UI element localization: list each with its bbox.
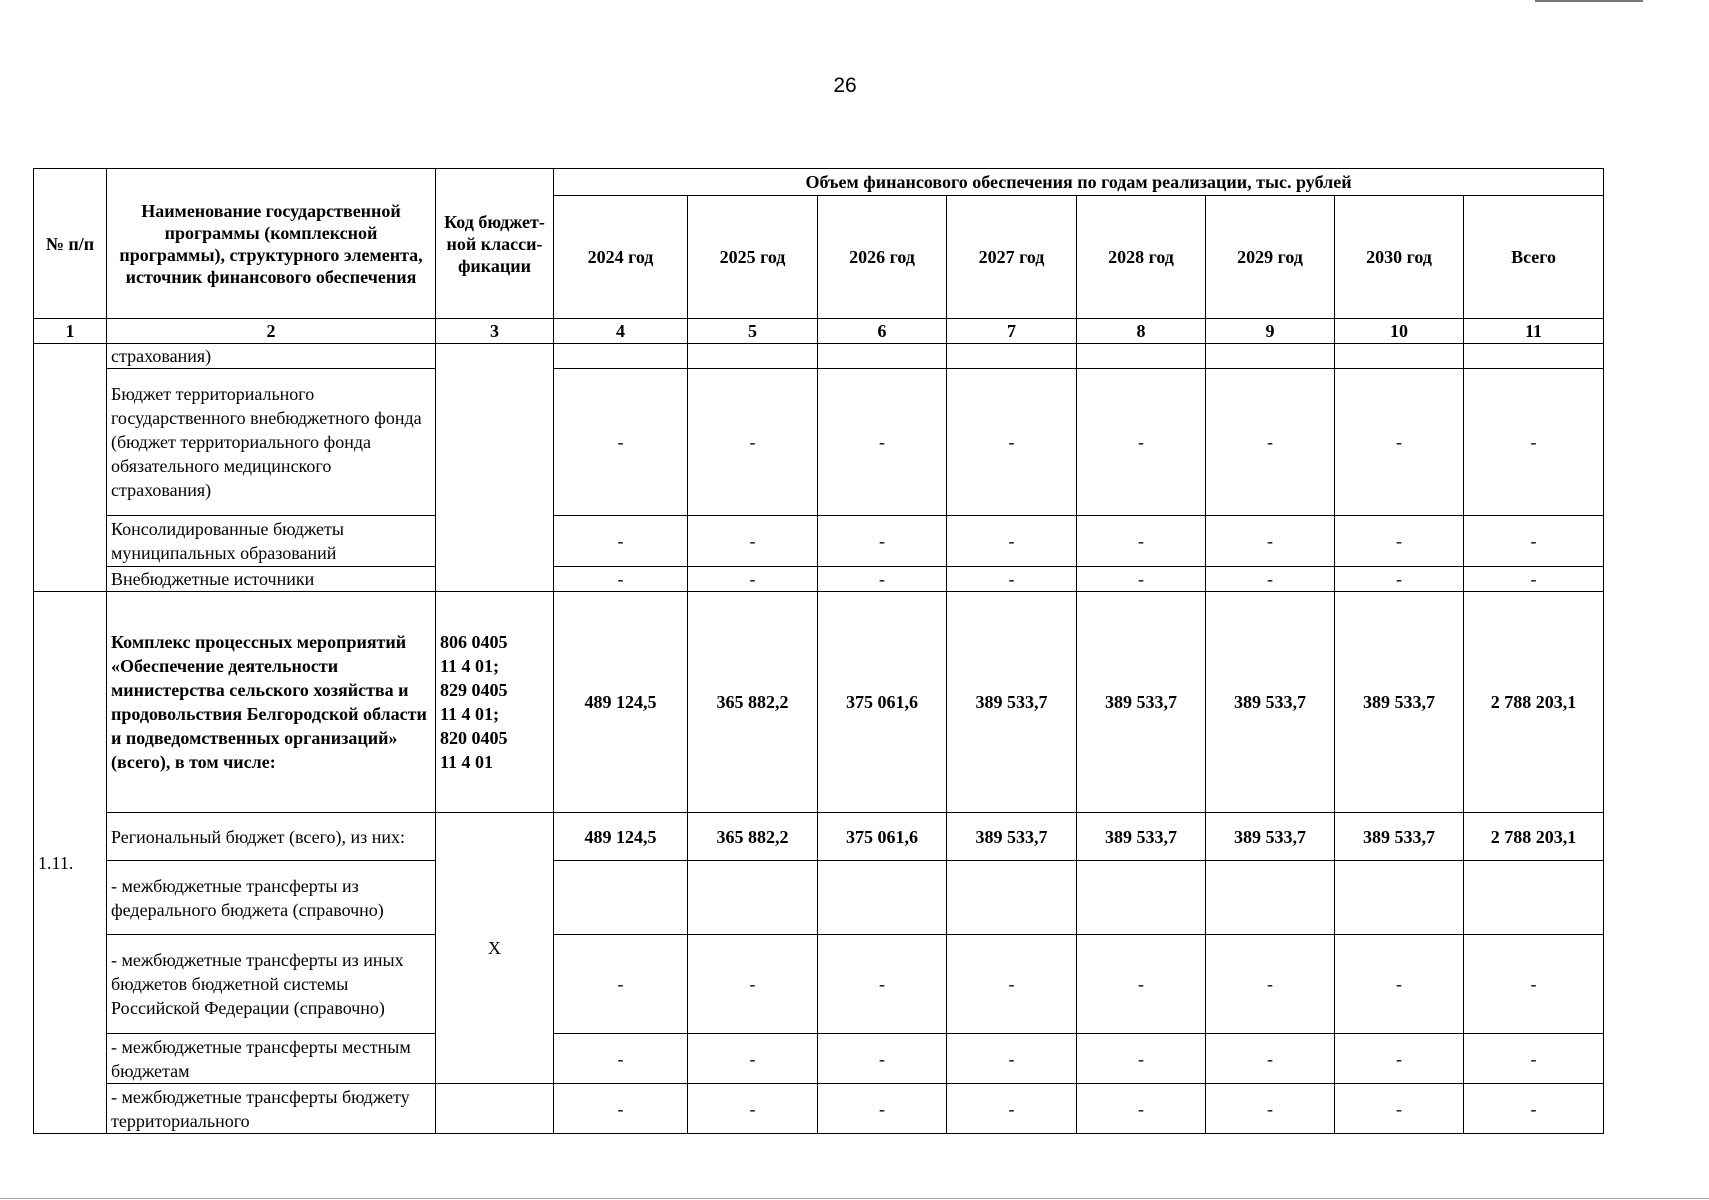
value-cell: - bbox=[1077, 516, 1206, 567]
header-row-1 bbox=[34, 169, 1604, 196]
value-cell bbox=[1335, 344, 1464, 369]
value-cell: - bbox=[947, 1084, 1077, 1134]
header-year: 2026 год bbox=[818, 196, 947, 319]
value-cell: 389 533,7 bbox=[947, 813, 1077, 861]
index-cell-empty bbox=[34, 344, 107, 592]
value-cell: - bbox=[1206, 1084, 1335, 1134]
column-number: 10 bbox=[1335, 319, 1464, 344]
header-year: 2027 год bbox=[947, 196, 1077, 319]
value-cell: - bbox=[554, 1084, 688, 1134]
value-cell: - bbox=[1335, 516, 1464, 567]
value-cell: - bbox=[1464, 567, 1604, 592]
budget-code-line: 11 4 01 bbox=[440, 752, 494, 772]
value-cell bbox=[688, 861, 818, 935]
value-cell: - bbox=[818, 1034, 947, 1084]
row-name: - межбюджетные трансферты местным бюджетам bbox=[107, 1034, 436, 1084]
header-year: 2028 год bbox=[1077, 196, 1206, 319]
table-row bbox=[34, 935, 1604, 1034]
value-cell: - bbox=[688, 516, 818, 567]
value-cell: - bbox=[947, 369, 1077, 516]
row-name: - межбюджетные трансферты из иных бюджетов бюджетной системы Российской Федерации (справочно) bbox=[107, 935, 436, 1034]
value-cell: - bbox=[1206, 1034, 1335, 1084]
value-cell: 389 533,7 bbox=[1206, 813, 1335, 861]
value-cell bbox=[947, 861, 1077, 935]
value-cell bbox=[818, 861, 947, 935]
value-cell: 365 882,2 bbox=[688, 592, 818, 813]
row-index: 1.11. bbox=[34, 592, 107, 1134]
scan-edge-bottom bbox=[0, 1198, 1709, 1199]
value-cell: - bbox=[1464, 369, 1604, 516]
value-cell: 375 061,6 bbox=[818, 592, 947, 813]
value-cell: 489 124,5 bbox=[554, 813, 688, 861]
value-cell: - bbox=[1206, 516, 1335, 567]
budget-code bbox=[436, 592, 554, 813]
value-cell: 375 061,6 bbox=[818, 813, 947, 861]
value-cell: - bbox=[1335, 1034, 1464, 1084]
column-number: 1 bbox=[34, 319, 107, 344]
table-row bbox=[34, 813, 1604, 861]
header-year: 2030 год bbox=[1335, 196, 1464, 319]
header-year: 2025 год bbox=[688, 196, 818, 319]
budget-code-line: 820 0405 bbox=[440, 728, 508, 748]
value-cell: - bbox=[554, 935, 688, 1034]
value-cell: - bbox=[1206, 935, 1335, 1034]
column-number: 8 bbox=[1077, 319, 1206, 344]
scan-edge-top bbox=[1535, 0, 1643, 2]
value-cell bbox=[554, 344, 688, 369]
value-cell: - bbox=[1335, 935, 1464, 1034]
value-cell bbox=[554, 861, 688, 935]
table-row bbox=[34, 369, 1604, 516]
value-cell: - bbox=[554, 369, 688, 516]
column-number: 6 bbox=[818, 319, 947, 344]
value-cell: - bbox=[1335, 369, 1464, 516]
value-cell: - bbox=[1335, 567, 1464, 592]
value-cell bbox=[947, 344, 1077, 369]
row-name: - межбюджетные трансферты бюджету территориального bbox=[107, 1084, 436, 1134]
financing-table bbox=[33, 168, 1604, 1134]
value-cell: 2 788 203,1 bbox=[1464, 592, 1604, 813]
value-cell: 389 533,7 bbox=[1077, 592, 1206, 813]
value-cell: 389 533,7 bbox=[1335, 813, 1464, 861]
value-cell: - bbox=[818, 935, 947, 1034]
table-row bbox=[34, 861, 1604, 935]
row-name: страхования) bbox=[107, 344, 436, 369]
value-cell: - bbox=[1077, 567, 1206, 592]
value-cell: - bbox=[1464, 935, 1604, 1034]
value-cell: - bbox=[688, 935, 818, 1034]
code-cell-empty bbox=[436, 344, 554, 592]
value-cell: - bbox=[818, 567, 947, 592]
budget-code-line: 806 0405 bbox=[440, 632, 508, 652]
budget-code-line: 11 4 01; bbox=[440, 704, 500, 724]
table-row bbox=[34, 592, 1604, 813]
column-number: 5 bbox=[688, 319, 818, 344]
column-number: 4 bbox=[554, 319, 688, 344]
value-cell bbox=[1464, 344, 1604, 369]
header-col-code: Код бюджет-ной класси-фикации bbox=[436, 169, 554, 319]
value-cell: - bbox=[1464, 1084, 1604, 1134]
value-cell: 389 533,7 bbox=[1335, 592, 1464, 813]
value-cell bbox=[1206, 861, 1335, 935]
value-cell: 365 882,2 bbox=[688, 813, 818, 861]
row-name: Внебюджетные источники bbox=[107, 567, 436, 592]
value-cell: - bbox=[1077, 935, 1206, 1034]
column-number: 2 bbox=[107, 319, 436, 344]
value-cell: 489 124,5 bbox=[554, 592, 688, 813]
header-col-name: Наименование государственной программы (комплексной программы), структурного элемента, источник финансового обеспечения bbox=[107, 169, 436, 319]
value-cell: - bbox=[688, 369, 818, 516]
value-cell: - bbox=[688, 567, 818, 592]
value-cell: 2 788 203,1 bbox=[1464, 813, 1604, 861]
value-cell bbox=[818, 344, 947, 369]
table-row bbox=[34, 567, 1604, 592]
value-cell: - bbox=[818, 369, 947, 516]
row-name: - межбюджетные трансферты из федерального бюджета (справочно) bbox=[107, 861, 436, 935]
value-cell: - bbox=[1335, 1084, 1464, 1134]
table-row bbox=[34, 344, 1604, 369]
row-name: Консолидированные бюджеты муниципальных образований bbox=[107, 516, 436, 567]
value-cell: 389 533,7 bbox=[947, 592, 1077, 813]
value-cell: - bbox=[1464, 1034, 1604, 1084]
header-group-title: Объем финансового обеспечения по годам реализации, тыс. рублей bbox=[554, 169, 1604, 196]
value-cell bbox=[1077, 344, 1206, 369]
value-cell: - bbox=[947, 567, 1077, 592]
value-cell: - bbox=[688, 1084, 818, 1134]
value-cell: - bbox=[947, 935, 1077, 1034]
value-cell: - bbox=[554, 516, 688, 567]
code-cell-empty bbox=[436, 1084, 554, 1134]
value-cell: - bbox=[818, 516, 947, 567]
value-cell: - bbox=[688, 1034, 818, 1084]
table-row bbox=[34, 1084, 1604, 1134]
value-cell: - bbox=[1464, 516, 1604, 567]
value-cell: - bbox=[947, 516, 1077, 567]
column-number: 7 bbox=[947, 319, 1077, 344]
row-name: Региональный бюджет (всего), из них: bbox=[107, 813, 436, 861]
header-year: 2024 год bbox=[554, 196, 688, 319]
value-cell: 389 533,7 bbox=[1077, 813, 1206, 861]
value-cell bbox=[1335, 861, 1464, 935]
header-total: Всего bbox=[1464, 196, 1604, 319]
value-cell: - bbox=[1077, 1084, 1206, 1134]
table-row bbox=[34, 1034, 1604, 1084]
value-cell: - bbox=[554, 1034, 688, 1084]
value-cell: - bbox=[1206, 567, 1335, 592]
value-cell: - bbox=[554, 567, 688, 592]
value-cell: - bbox=[1206, 369, 1335, 516]
budget-code-line: 829 0405 bbox=[440, 680, 508, 700]
value-cell: - bbox=[818, 1084, 947, 1134]
column-number-row bbox=[34, 319, 1604, 344]
header-year: 2029 год bbox=[1206, 196, 1335, 319]
row-name: Бюджет территориального государственного внебюджетного фонда (бюджет территориального фонда обязательного медицинского страхования) bbox=[107, 369, 436, 516]
value-cell bbox=[1206, 344, 1335, 369]
column-number: 9 bbox=[1206, 319, 1335, 344]
page-number: 26 bbox=[833, 74, 857, 97]
budget-code-line: 11 4 01; bbox=[440, 656, 500, 676]
value-cell: - bbox=[1077, 1034, 1206, 1084]
column-number: 3 bbox=[436, 319, 554, 344]
value-cell: - bbox=[947, 1034, 1077, 1084]
row-name: Комплекс процессных мероприятий «Обеспечение деятельности министерства сельского хозяйства и продовольствия Белгородской области и подведомственных организаций» (всего), в том числе: bbox=[107, 592, 436, 813]
value-cell: - bbox=[1077, 369, 1206, 516]
value-cell bbox=[1077, 861, 1206, 935]
budget-code: X bbox=[436, 813, 554, 1084]
header-col-number: № п/п bbox=[34, 169, 107, 319]
table-row bbox=[34, 516, 1604, 567]
value-cell bbox=[688, 344, 818, 369]
column-number: 11 bbox=[1464, 319, 1604, 344]
value-cell: 389 533,7 bbox=[1206, 592, 1335, 813]
value-cell bbox=[1464, 861, 1604, 935]
